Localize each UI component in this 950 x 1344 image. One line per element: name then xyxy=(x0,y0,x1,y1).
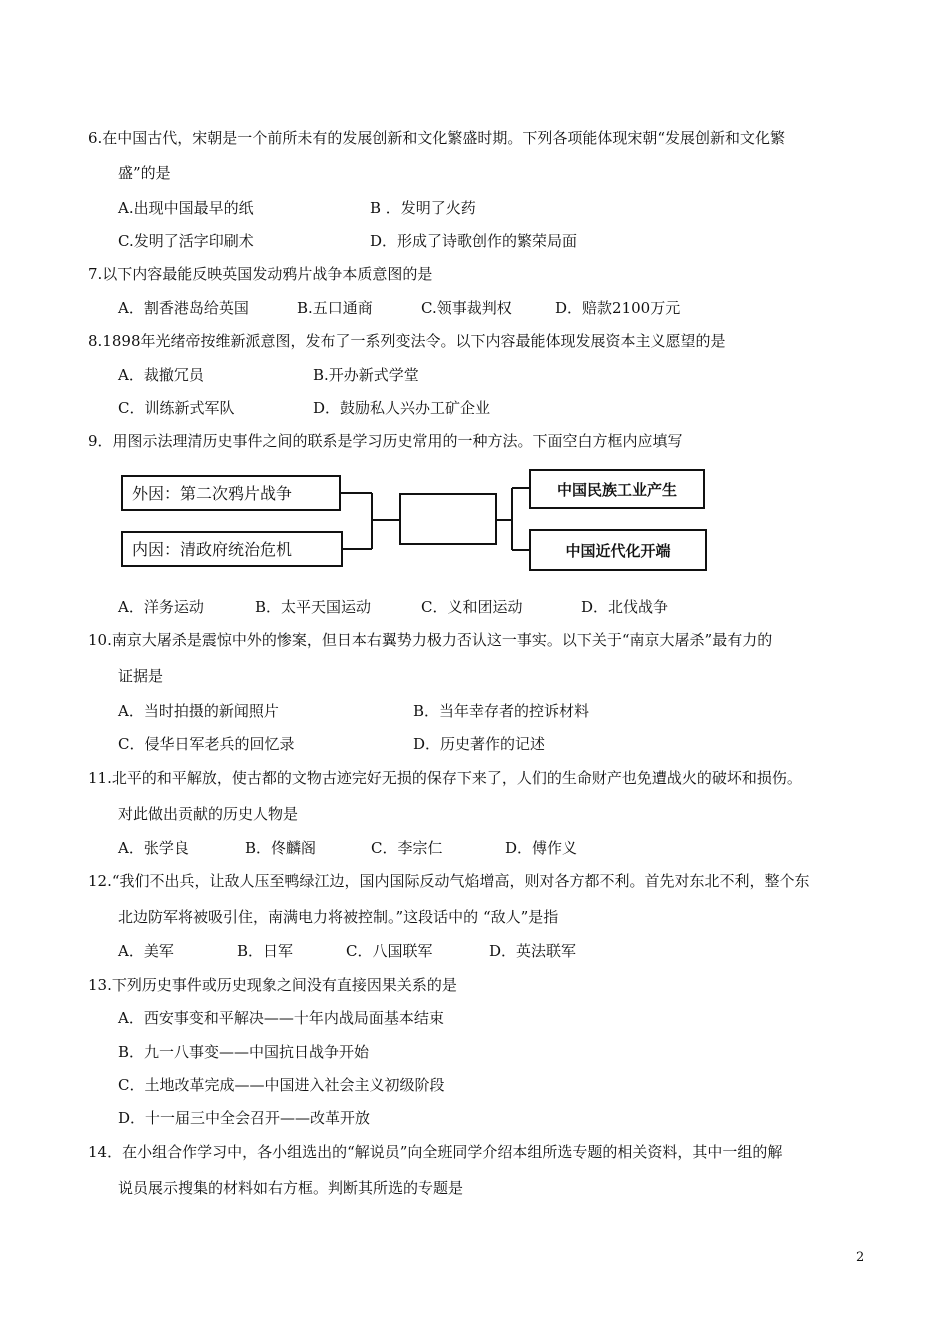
q11-option-a: A．张学良 xyxy=(118,839,189,857)
q10-stem-line1: 10.南京大屠杀是震惊中外的惨案，但日本右翼势力极力否认这一事实。以下关于“南京大屠杀”最有力的 xyxy=(88,631,773,649)
q12-option-d: D．英法联军 xyxy=(489,942,577,960)
q11-option-c: C．李宗仁 xyxy=(371,839,443,857)
q8-option-b: B.开办新式学堂 xyxy=(313,366,419,384)
q6-stem-line2: 盛”的是 xyxy=(118,164,171,182)
q9-option-c: C．义和团运动 xyxy=(421,598,523,616)
cause-effect-diagram xyxy=(120,466,712,578)
q12-option-b: B．日军 xyxy=(237,942,294,960)
q12-option-a: A．美军 xyxy=(118,942,174,960)
q6-stem-line1: 6.在中国古代，宋朝是一个前所未有的发展创新和文化繁盛时期。下列各项能体现宋朝“发展创新和文化繁 xyxy=(88,129,785,147)
q10-option-a: A．当时拍摄的新闻照片 xyxy=(118,702,279,720)
q14-stem-line2: 说员展示搜集的材料如右方框。判断其所选的专题是 xyxy=(118,1179,464,1197)
q10-option-b: B．当年幸存者的控诉材料 xyxy=(413,702,590,720)
q13-option-c: C．土地改革完成——中国进入社会主义初级阶段 xyxy=(118,1076,445,1094)
q7-option-a: A．割香港岛给英国 xyxy=(118,299,249,317)
q7-stem: 7.以下内容最能反映英国发动鸦片战争本质意图的是 xyxy=(88,265,433,283)
q13-option-d: D．十一届三中全会召开——改革开放 xyxy=(118,1109,371,1127)
q7-option-b: B.五口通商 xyxy=(297,299,373,317)
q10-stem-line2: 证据是 xyxy=(118,667,164,685)
q6-option-d: D．形成了诗歌创作的繁荣局面 xyxy=(370,232,578,250)
q12-option-c: C．八国联军 xyxy=(346,942,433,960)
internal-cause-label: 内因：清政府统治危机 xyxy=(132,540,293,559)
q12-stem-line1: 12.“我们不出兵，让敌人压至鸭绿江边，国内国际反动气焰增高，则对各方都不利。首先对东北不利，整个东 xyxy=(88,872,810,890)
q11-stem-line2: 对此做出贡献的历史人物是 xyxy=(118,805,299,823)
q13-option-a: A．西安事变和平解决——十年内战局面基本结束 xyxy=(118,1009,444,1027)
q8-stem: 8.1898年光绪帝按维新派意图，发布了一系列变法令。以下内容最能体现发展资本主义愿望的是 xyxy=(88,332,726,350)
q9-option-d: D．北伐战争 xyxy=(581,598,669,616)
q6-option-c: C.发明了活字印刷术 xyxy=(118,232,254,250)
blank-answer-box xyxy=(400,494,496,544)
result-industry-label: 中国民族工业产生 xyxy=(556,481,678,499)
q7-option-c: C.领事裁判权 xyxy=(421,299,512,317)
q7-option-d: D．赔款2100万元 xyxy=(555,299,681,317)
page-number: 2 xyxy=(856,1250,865,1265)
q13-stem: 13.下列历史事件或历史现象之间没有直接因果关系的是 xyxy=(88,976,457,994)
q10-option-d: D．历史著作的记述 xyxy=(413,735,546,753)
q11-option-d: D．傅作义 xyxy=(505,839,578,857)
q8-option-c: C．训练新式军队 xyxy=(118,399,235,417)
q6-option-b: B ．发明了火药 xyxy=(370,199,476,217)
q9-stem: 9．用图示法理清历史事件之间的联系是学习历史常用的一种方法。下面空白方框内应填写 xyxy=(88,432,683,450)
q9-option-b: B．太平天国运动 xyxy=(255,598,372,616)
q14-stem-line1: 14．在小组合作学习中，各小组选出的“解说员”向全班同学介绍本组所选专题的相关资料，其中一组的解 xyxy=(88,1143,783,1161)
q11-option-b: B．佟麟阁 xyxy=(245,839,317,857)
q13-option-b: B．九一八事变——中国抗日战争开始 xyxy=(118,1043,370,1061)
q8-option-d: D．鼓励私人兴办工矿企业 xyxy=(313,399,491,417)
q11-stem-line1: 11.北平的和平解放，使古都的文物古迹完好无损的保存下来了，人们的生命财产也免遭战火的破坏和损伤。 xyxy=(88,769,802,787)
q12-stem-line2: 北边防军将被吸引住，南满电力将被控制。”这段话中的 “敌人”是指 xyxy=(118,908,559,926)
q6-option-a: A.出现中国最早的纸 xyxy=(118,199,254,217)
q10-option-c: C．侵华日军老兵的回忆录 xyxy=(118,735,295,753)
external-cause-label: 外因：第二次鸦片战争 xyxy=(132,484,293,503)
q9-option-a: A．洋务运动 xyxy=(118,598,204,616)
q8-option-a: A．裁撤冗员 xyxy=(118,366,204,384)
result-modernization-label: 中国近代化开端 xyxy=(565,542,671,560)
